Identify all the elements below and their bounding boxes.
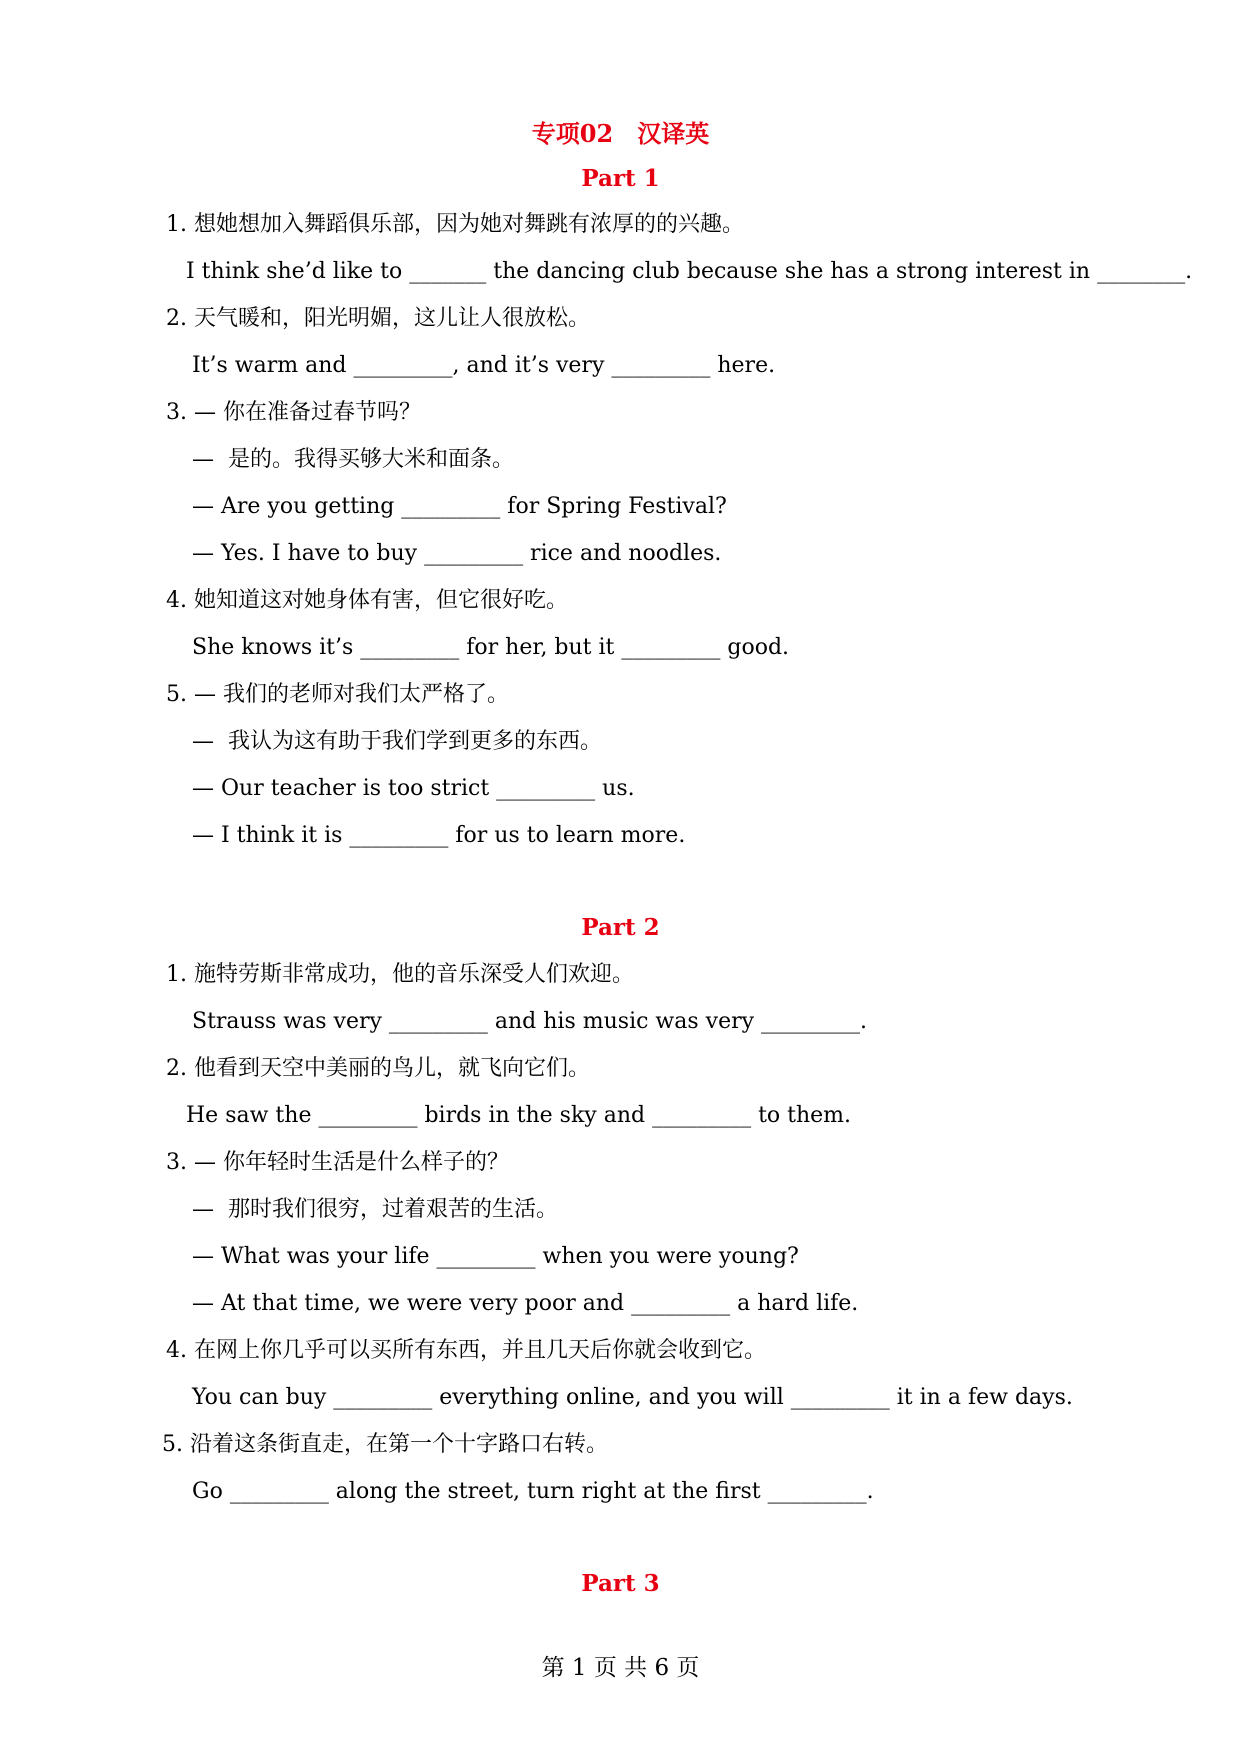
part-1-q5-chinese-b: — 我认为这有助于我们学到更多的东西。 <box>192 729 602 754</box>
part-2-q4-chinese: 4. 在网上你几乎可以买所有东西，并且几天后你就会收到它。 <box>166 1338 766 1363</box>
part-1-heading: Part 1 <box>581 165 660 192</box>
part-1-q3-chinese-a: 3. — 你在准备过春节吗？ <box>166 400 421 425</box>
part-2-q3-english-a: — What was your life _________ when you were young? <box>192 1244 799 1269</box>
part-2-q5-english: Go _________ along the street, turn right at the first _________. <box>192 1479 874 1504</box>
part-2-q4-english: You can buy _________ everything online, and you will _________ it in a few days. <box>192 1385 1073 1410</box>
part-1-q5-chinese-a: 5. — 我们的老师对我们太严格了。 <box>166 682 509 707</box>
part-1-q3-english-a: — Are you getting _________ for Spring Festival? <box>192 494 727 519</box>
part-1-q3-english-b: — Yes. I have to buy _________ rice and noodles. <box>192 541 722 566</box>
part-3-heading: Part 3 <box>581 1570 660 1597</box>
part-2-q5-chinese: 5. 沿着这条街直走，在第一个十字路口右转。 <box>162 1432 608 1457</box>
part-1-q4-chinese: 4. 她知道这对她身体有害，但它很好吃。 <box>166 588 568 613</box>
part-1-q5-english-b: — I think it is _________ for us to learn more. <box>192 823 686 848</box>
part-1-q4-english: She knows it’s _________ for her, but it _________ good. <box>192 635 790 660</box>
part-1-q5-english-a: — Our teacher is too strict _________ us. <box>192 776 635 801</box>
part-2-q1-chinese: 1. 施特劳斯非常成功，他的音乐深受人们欢迎。 <box>166 962 634 987</box>
part-2-q2-english: He saw the _________ birds in the sky and _________ to them. <box>186 1103 852 1128</box>
page-title: 专项02 汉译英 <box>531 119 710 148</box>
part-2-q3-chinese-b: — 那时我们很穷，过着艰苦的生活。 <box>192 1197 558 1222</box>
page-number: 第 1 页 共 6 页 <box>541 1655 700 1681</box>
part-1-q1-chinese: 1. 想她想加入舞蹈俱乐部，因为她对舞跳有浓厚的的兴趣。 <box>166 212 744 237</box>
part-1-q1-english: I think she’d like to _______ the dancing club because she has a strong interest in ________. <box>186 259 1193 284</box>
part-1-q2-chinese: 2. 天气暖和，阳光明媚，这儿让人很放松。 <box>166 306 590 331</box>
part-2-q3-english-b: — At that time, we were very poor and _________ a hard life. <box>192 1291 859 1316</box>
part-1-q3-chinese-b: — 是的。我得买够大米和面条。 <box>192 447 514 472</box>
part-1-q2-english: It’s warm and _________, and it’s very _________ here. <box>192 353 776 378</box>
part-2-q3-chinese-a: 3. — 你年轻时生活是什么样子的？ <box>166 1150 509 1175</box>
part-2-q2-chinese: 2. 他看到天空中美丽的鸟儿，就飞向它们。 <box>166 1056 590 1081</box>
part-2-q1-english: Strauss was very _________ and his music was very _________. <box>192 1009 868 1034</box>
part-2-heading: Part 2 <box>581 914 660 941</box>
